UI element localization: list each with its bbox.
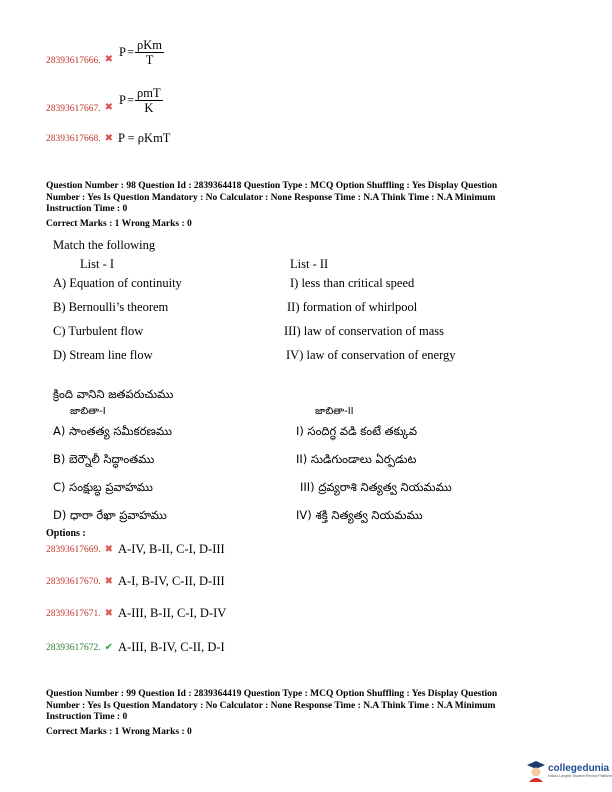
formula-eq: = <box>126 45 135 59</box>
fraction <box>135 38 164 67</box>
option-row <box>46 131 170 146</box>
fraction-numerator: ρmT <box>137 86 161 100</box>
collegedunia-logo <box>526 760 612 782</box>
question-meta <box>46 689 561 738</box>
list1-item-telugu: D) ధారా రేఖా ప్రవాహము <box>53 508 167 522</box>
option-id: 28393617670. <box>46 576 101 587</box>
logo-name: collegedunia <box>548 762 610 774</box>
list2-item: I) less than critical speed <box>290 276 415 290</box>
question-prompt-telugu: క్రింది వానిని జతపరుచుము <box>53 387 174 401</box>
formula-eq: = <box>126 93 135 107</box>
question-meta <box>46 181 561 230</box>
fraction <box>135 86 163 115</box>
meta-line: Instruction Time : 0 <box>46 204 128 214</box>
meta-line: Question Number : 99 Question Id : 2839364419 Question Type : MCQ Option Shuffling : Yes Display Question <box>46 689 498 699</box>
option-row <box>46 606 226 621</box>
graduate-icon <box>526 760 546 782</box>
list2-item: IV) law of conservation of energy <box>286 348 456 362</box>
wrong-mark-icon: ✖ <box>104 544 114 555</box>
question-prompt: Match the following <box>53 238 156 252</box>
options-label: Options : <box>46 528 86 539</box>
wrong-mark-icon: ✖ <box>104 608 114 619</box>
list1-header: List - I <box>80 257 115 271</box>
meta-line: Question Number : 98 Question Id : 2839364418 Question Type : MCQ Option Shuffling : Yes Display Question <box>46 181 498 191</box>
list2-item-telugu: III) ద్రవ్యరాశి నిత్యత్వ నియమము <box>300 480 452 494</box>
list1-item: C) Turbulent flow <box>53 324 144 338</box>
option-text: A-III, B-II, C-I, D-IV <box>118 606 227 620</box>
wrong-mark-icon: ✖ <box>104 133 114 144</box>
check-mark-icon: ✔ <box>104 642 114 653</box>
list2-header: List - II <box>290 257 329 271</box>
formula <box>119 86 163 115</box>
meta-line: Instruction Time : 0 <box>46 712 128 722</box>
list1-item: D) Stream line flow <box>53 348 153 362</box>
option-row-correct <box>46 640 225 655</box>
wrong-mark-icon: ✖ <box>104 54 114 65</box>
option-text: A-III, B-IV, C-II, D-I <box>118 640 225 654</box>
option-row <box>46 574 225 589</box>
formula-lhs: P <box>119 93 126 107</box>
meta-line: Number : Yes Is Question Mandatory : No Calculator : None Response Time : N.A Think Time : N.A Minimum <box>46 700 496 711</box>
fraction-denominator: K <box>144 101 154 115</box>
list1-item: B) Bernoulli’s theorem <box>53 300 169 314</box>
option-text: A-I, B-IV, C-II, D-III <box>118 574 225 588</box>
formula: P = ρKmT <box>118 131 171 145</box>
option-row <box>46 86 163 115</box>
option-id: 28393617669. <box>46 544 101 555</box>
option-row <box>46 38 164 67</box>
option-id: 28393617666. <box>46 55 101 66</box>
list2-item-telugu: IV) శక్తి నిత్యత్వ నియమము <box>296 508 423 522</box>
formula <box>119 38 164 67</box>
list1-item-telugu: C) సంక్షుబ్ధ ప్రవాహము <box>53 480 153 494</box>
list1-header-telugu: జాబితా-I <box>70 406 106 417</box>
list1-item-telugu: B) బెర్నౌలీ సిద్ధాంతము <box>53 452 155 466</box>
fraction-denominator: T <box>145 53 154 67</box>
formula-lhs: P <box>119 45 126 59</box>
list1-item: A) Equation of continuity <box>53 276 182 290</box>
option-id: 28393617672. <box>46 642 101 653</box>
wrong-mark-icon: ✖ <box>104 576 114 587</box>
option-id: 28393617671. <box>46 608 101 619</box>
list2-header-telugu: జాబితా-II <box>315 406 354 417</box>
list2-item: III) law of conservation of mass <box>284 324 445 338</box>
marks-line: Correct Marks : 1 Wrong Marks : 0 <box>46 726 192 737</box>
list1-item-telugu: A) సాంతత్య సమీకరణము <box>53 424 173 438</box>
option-text: A-IV, B-II, C-I, D-III <box>118 542 225 556</box>
marks-line: Correct Marks : 1 Wrong Marks : 0 <box>46 218 192 229</box>
list2-item-telugu: II) సుడిగుండాలు ఏర్పడుట <box>296 452 417 466</box>
wrong-mark-icon: ✖ <box>104 102 114 113</box>
meta-line: Number : Yes Is Question Mandatory : No Calculator : None Response Time : N.A Think Time : N.A Minimum <box>46 192 496 203</box>
fraction-numerator: ρKm <box>137 38 163 52</box>
logo-tagline: India's Largest Student Review Platform <box>548 773 612 778</box>
option-id: 28393617667. <box>46 103 101 114</box>
option-row <box>46 542 225 557</box>
list2-item: II) formation of whirlpool <box>287 300 418 314</box>
list2-item-telugu: I) సందిగ్ధ వడి కంటే తక్కువ <box>296 424 418 438</box>
option-id: 28393617668. <box>46 133 101 144</box>
